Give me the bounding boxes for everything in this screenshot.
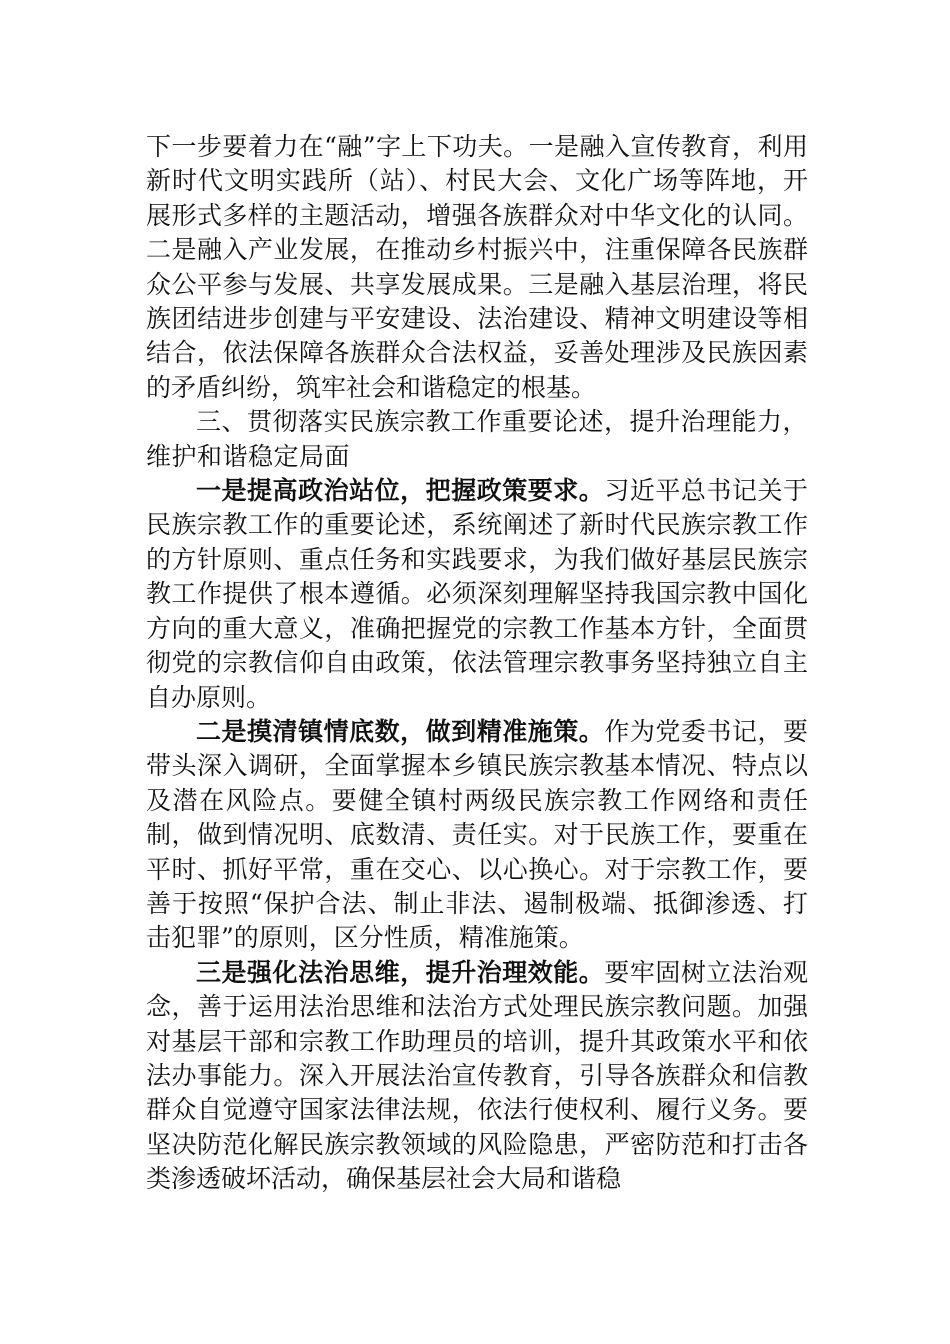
document-body <box>146 130 808 1197</box>
point-lead-3: 三是强化法治思维，提升治理效能。 <box>196 957 605 987</box>
point-lead-2: 二是摸清镇情底数，做到精准施策。 <box>196 716 605 746</box>
point-paragraph-1 <box>146 474 808 715</box>
point-paragraph-3 <box>146 956 808 1197</box>
point-paragraph-2 <box>146 715 808 956</box>
point-text-3: 要牢固树立法治观念，善于运用法治思维和法治方式处理民族宗教问题。加强对基层干部和宗教工作助理员的培训，提升其政策水平和依法办事能力。深入开展法治宣传教育，引导各族群众和信教群众自觉遵守国家法律法规，依法行使权利、履行义务。要坚决防范化解民族宗教领域的风险隐患，严密防范和打击各类渗透破坏活动，确保基层社会大局和谐稳 <box>146 957 808 1194</box>
point-text-2: 作为党委书记，要带头深入调研，全面掌握本乡镇民族宗教基本情况、特点以及潜在风险点。要健全镇村两级民族宗教工作网络和责任制，做到情况明、底数清、责任实。对于民族工作，要重在平时、抓好平常，重在交心、以心换心。对于宗教工作，要善于按照“保护合法、制止非法、遏制极端、抵御渗透、打击犯罪”的原则，区分性质，精准施策。 <box>146 716 808 953</box>
point-text-1: 习近平总书记关于民族宗教工作的重要论述，系统阐述了新时代民族宗教工作的方针原则、重点任务和实践要求，为我们做好基层民族宗教工作提供了根本遵循。必须深刻理解坚持我国宗教中国化方向的重大意义，准确把握党的宗教工作基本方针，全面贯彻党的宗教信仰自由政策，依法管理宗教事务坚持独立自主自办原则。 <box>146 476 808 712</box>
section-heading: 三、贯彻落实民族宗教工作重要论述，提升治理能力，维护和谐稳定局面 <box>146 407 809 471</box>
paragraph-text: 下一步要着力在“融”字上下功夫。一是融入宣传教育，利用新时代文明实践所（站）、村民大会、文化广场等阵地，开展形式多样的主题活动，增强各族群众对中华文化的认同。二是融入产业发展，在推动乡村振兴中，注重保障各民族群众公平参与发展、共享发展成果。三是融入基层治理，将民族团结进步创建与平安建设、法治建设、精神文明建设等相结合，依法保障各族群众合法权益，妥善处理涉及民族因素的矛盾纠纷，筑牢社会和谐稳定的根基。 <box>146 132 808 402</box>
point-lead-1: 一是提高政治站位，把握政策要求。 <box>196 476 605 506</box>
paragraph-continuation <box>146 130 808 405</box>
